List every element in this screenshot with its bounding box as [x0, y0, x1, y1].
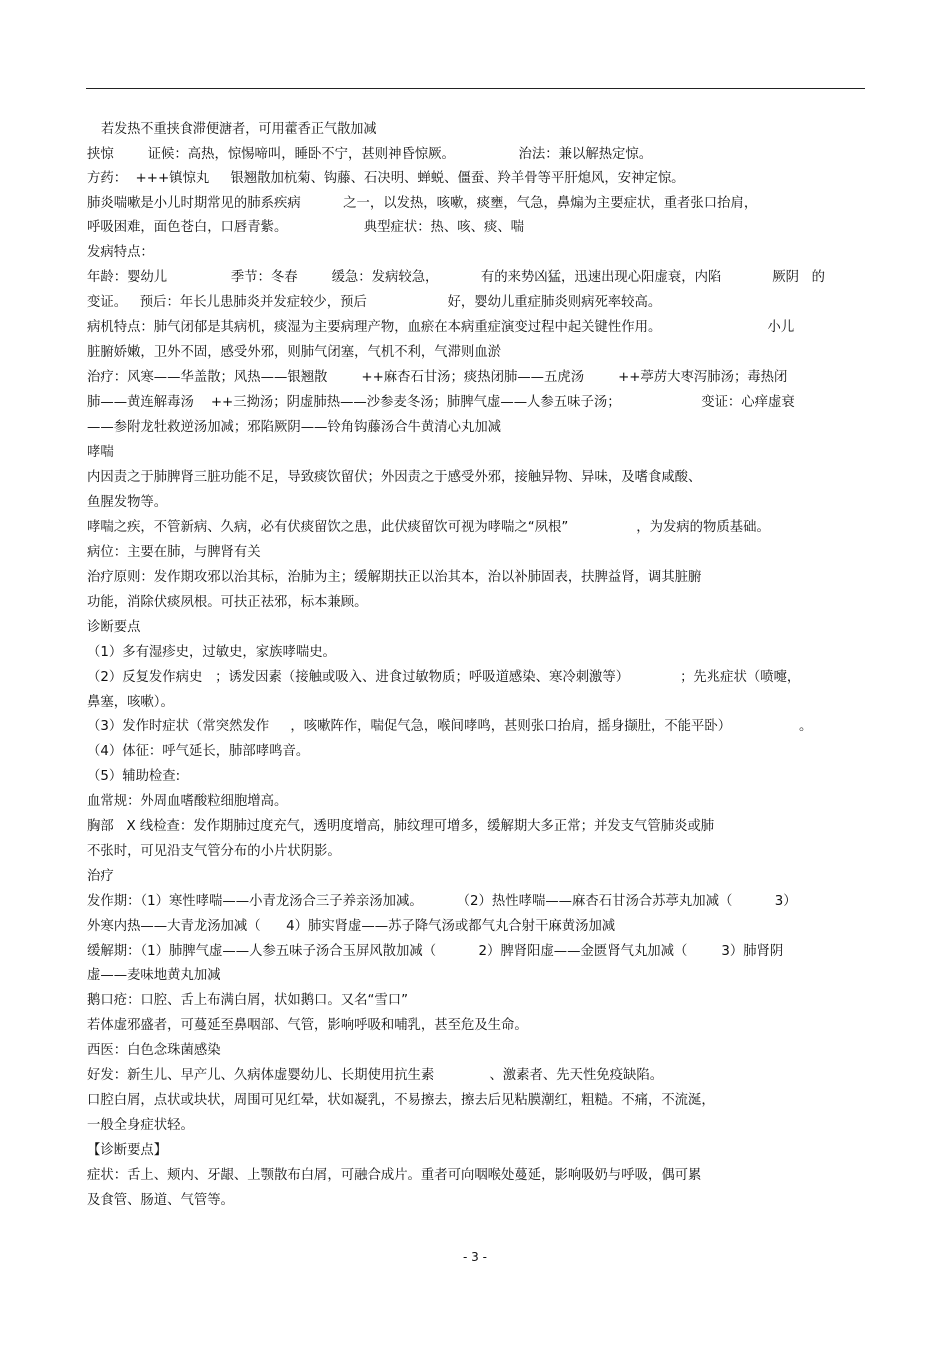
text-line: 症状：舌上、颊内、牙龈、上颚散布白屑，可融合成片。重者可向咽喉处蔓延，影响吸奶与呼吸，偶可累	[87, 1168, 702, 1183]
text-line: 发作期：（1）寒性哮喘——小青龙汤合三子养亲汤加减。 （2）热性哮喘——麻杏石甘汤合苏葶丸加减（ 3）	[87, 894, 797, 909]
text-line: 诊断要点	[87, 620, 141, 635]
text-line: 病机特点：肺气闭郁是其病机，痰湿为主要病理产物，血瘀在本病重症演变过程中起关键性作用。 小儿	[87, 320, 795, 335]
text-line: 内因责之于肺脾肾三脏功能不足，导致痰饮留伏；外因责之于感受外邪，接触异物、异味，及嗜食咸酸、	[87, 470, 702, 485]
text-line: 治疗	[87, 869, 114, 884]
text-line: 鱼腥发物等。	[87, 495, 168, 510]
text-line: 肺——黄连解毒汤 ++三拗汤；阴虚肺热——沙参麦冬汤；肺脾气虚——人参五味子汤； 变证：心痒虚衰	[87, 395, 795, 410]
text-line: （5）辅助检查:	[87, 769, 181, 784]
text-line: 血常规：外周血嗜酸粒细胞增高。	[87, 794, 288, 809]
text-line: 好发：新生儿、早产儿、久病体虚婴幼儿、长期使用抗生素 、激素者、先天性免疫缺陷。	[87, 1068, 664, 1083]
text-line: 治疗原则：发作期攻邪以治其标，治肺为主；缓解期扶正以治其本，治以补肺固表，扶脾益肾，调其脏腑	[87, 570, 702, 585]
text-line: 若发热不重挟食滞便溏者，可用藿香正气散加减	[101, 122, 377, 137]
text-line: 【诊断要点】	[87, 1143, 168, 1158]
text-line: 外寒内热——大青龙汤加减（ 4）肺实肾虚——苏子降气汤或都气丸合射干麻黄汤加减	[87, 919, 616, 934]
text-line: 方药： +++镇惊丸 银翘散加杭菊、钩藤、石决明、蝉蜕、僵蚕、羚羊骨等平肝熄风，安神定惊。	[87, 171, 685, 186]
text-line: 鼻塞，咳嗽）。	[87, 695, 174, 710]
text-line: 功能，消除伏痰夙根。可扶正祛邪，标本兼顾。	[87, 595, 368, 610]
text-line: （2）反复发作病史 ；诱发因素（接触或吸入、进食过敏物质；呼吸道感染、寒冷刺激等） ；先兆症状（喷嚏，	[87, 670, 801, 685]
text-line: 胸部 X 线检查：发作期肺过度充气，透明度增高，肺纹理可增多，缓解期大多正常；并发支气管肺炎或肺	[87, 819, 715, 834]
text-line: 缓解期：（1）肺脾气虚——人参五味子汤合玉屏风散加减（ 2）脾肾阳虚——金匮肾气丸加减（ 3）肺肾阴	[87, 944, 784, 959]
text-line: 若体虚邪盛者，可蔓延至鼻咽部、气管，影响呼吸和哺乳，甚至危及生命。	[87, 1018, 528, 1033]
text-line: 呼吸困难，面色苍白，口唇青紫。 典型症状：热、咳、痰、喘	[87, 220, 525, 235]
text-line: ——参附龙牡救逆汤加减；邪陷厥阴——铃角钩藤汤合牛黄清心丸加减	[87, 420, 502, 435]
text-line: 哮喘	[87, 445, 114, 460]
text-line: 哮喘之疾，不管新病、久病，必有伏痰留饮之患，此伏痰留饮可视为哮喘之“夙根” ，为发病的物质基础。	[87, 520, 770, 535]
text-line: 年龄：婴幼儿 季节：冬春 缓急：发病较急， 有的来势凶猛，迅速出现心阳虚衰，内陷 厥阴 的	[87, 270, 826, 285]
text-line: 及食管、肠道、气管等。	[87, 1193, 234, 1208]
text-line: 西医：白色念珠菌感染	[87, 1043, 221, 1058]
text-line: 发病特点：	[87, 245, 154, 260]
page-number: - 3 -	[463, 1250, 487, 1264]
text-line: （4）体征：呼气延长，肺部哮鸣音。	[87, 744, 310, 759]
text-line: （1）多有湿疹史，过敏史，家族哮喘史。	[87, 645, 336, 660]
text-line: 一般全身症状轻。	[87, 1118, 194, 1133]
text-line: 不张时，可见沿支气管分布的小片状阴影。	[87, 844, 341, 859]
text-line: 口腔白屑，点状或块状，周围可见红晕，状如凝乳，不易擦去，擦去后见粘膜潮红，粗糙。不痛，不流涎，	[87, 1093, 715, 1108]
text-line: 脏腑娇嫩，卫外不固，感受外邪，则肺气闭塞，气机不利，气滞则血淤	[87, 345, 502, 360]
text-line: 治疗：风寒——华盖散；风热——银翘散 ++麻杏石甘汤；痰热闭肺——五虎汤 ++葶苈大枣泻肺汤；毒热闭	[87, 370, 788, 385]
text-line: 肺炎喘嗽是小儿时期常见的肺系疾病 之一，以发热，咳嗽，痰壅，气急，鼻煽为主要症状，重者张口抬肩，	[87, 196, 758, 211]
text-line: 虚——麦味地黄丸加减	[87, 968, 221, 983]
text-line: 挟惊 证候：高热，惊惕啼叫，睡卧不宁，甚则神昏惊厥。 治法：兼以解热定惊。	[87, 147, 653, 162]
text-line: 病位：主要在肺，与脾肾有关	[87, 545, 261, 560]
text-line: （3）发作时症状（常突然发作 ，咳嗽阵作，喘促气急，喉间哮鸣，甚则张口抬肩，摇身撷肚，不能平卧） 。	[87, 719, 813, 734]
text-line: 变证。 预后：年长儿患肺炎并发症较少，预后 好，婴幼儿重症肺炎则病死率较高。	[87, 295, 662, 310]
text-line: 鹅口疮：口腔、舌上布满白屑，状如鹅口。又名“雪口”	[87, 993, 409, 1008]
header-rule	[86, 88, 865, 89]
